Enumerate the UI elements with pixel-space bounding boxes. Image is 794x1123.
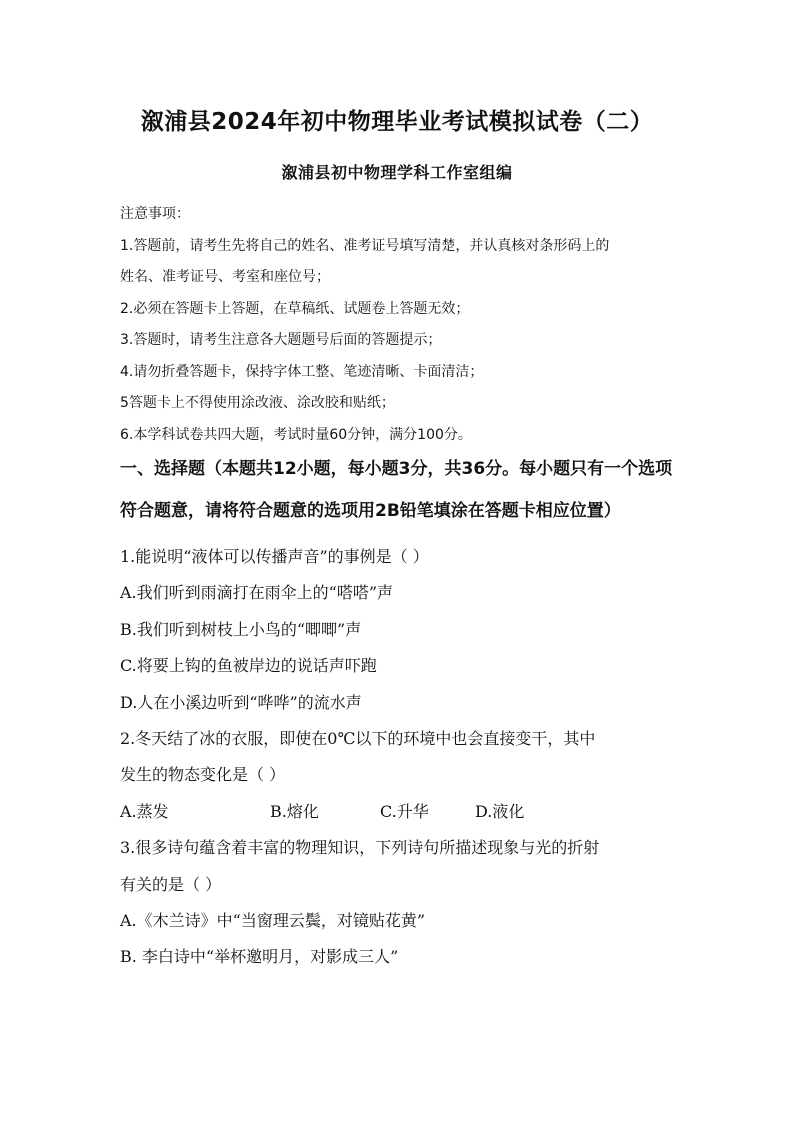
question-1-stem: 1.能说明“液体可以传播声音”的事例是（ ） [120, 547, 429, 566]
question-1-option-d: D.人在小溪边听到“哗哗”的流水声 [120, 692, 362, 712]
notice-item: 4.请勿折叠答题卡，保持字体工整、笔迹清晰、卡面清洁； [120, 363, 484, 380]
page-title: 溆浦县2024年初中物理毕业考试模拟试卷（二） [140, 109, 654, 135]
notice-item: 6.本学科试卷共四大题，考试时量60分钟，满分100分。 [120, 426, 472, 443]
notice-item: 1.答题前，请考生先将自己的姓名、准考证号填写清楚，并认真核对条形码上的 [120, 237, 610, 254]
question-3-stem-cont: 有关的是（ ） [120, 874, 222, 894]
question-3-stem: 3.很多诗句蕴含着丰富的物理知识，下列诗句所描述现象与光的折射 [120, 838, 600, 858]
question-2-option-b: B.熔化 [270, 801, 319, 821]
notice-heading: 注意事项： [120, 206, 190, 222]
question-3-option-b: B. 李白诗中“举杯邀明月，对影成三人” [120, 947, 399, 967]
page-subtitle: 溆浦县初中物理学科工作室组编 [281, 163, 513, 182]
question-3-option-a: A.《木兰诗》中“当窗理云鬓，对镜贴花黄” [120, 911, 426, 931]
question-2-option-d: D.液化 [475, 801, 525, 821]
question-1-option-c: C.将要上钩的鱼被岸边的说话声吓跑 [120, 656, 377, 676]
notice-item: 3.答题时，请考生注意各大题题号后面的答题提示； [120, 332, 442, 348]
question-2-options [120, 794, 680, 830]
question-2-option-a: A.蒸发 [120, 801, 169, 821]
notice-item: 姓名、准考证号、考室和座位号； [120, 269, 330, 285]
questions [120, 539, 680, 976]
notice-section [120, 199, 680, 451]
question-1-option-b: B.我们听到树枝上小鸟的“唧唧”声 [120, 619, 362, 639]
question-2-stem: 2.冬天结了冰的衣服，即使在0℃以下的环境中也会直接变干，其中 [120, 729, 596, 749]
section-header-choice: 一、选择题（本题共12小题，每小题3分，共36分。每小题只有一个选项符合题意，请将符合题意的选项用2B铅笔填涂在答题卡相应位置） [120, 459, 673, 521]
notice-item: 2.必须在答题卡上答题，在草稿纸、试题卷上答题无效； [120, 300, 470, 317]
question-1-option-a: A.我们听到雨滴打在雨伞上的“嗒嗒”声 [120, 583, 394, 603]
notice-item: 5答题卡上不得使用涂改液、涂改胶和贴纸； [120, 395, 395, 411]
question-2-option-c: C.升华 [380, 801, 429, 821]
question-2-stem-cont: 发生的物态变化是（ ） [120, 765, 286, 785]
